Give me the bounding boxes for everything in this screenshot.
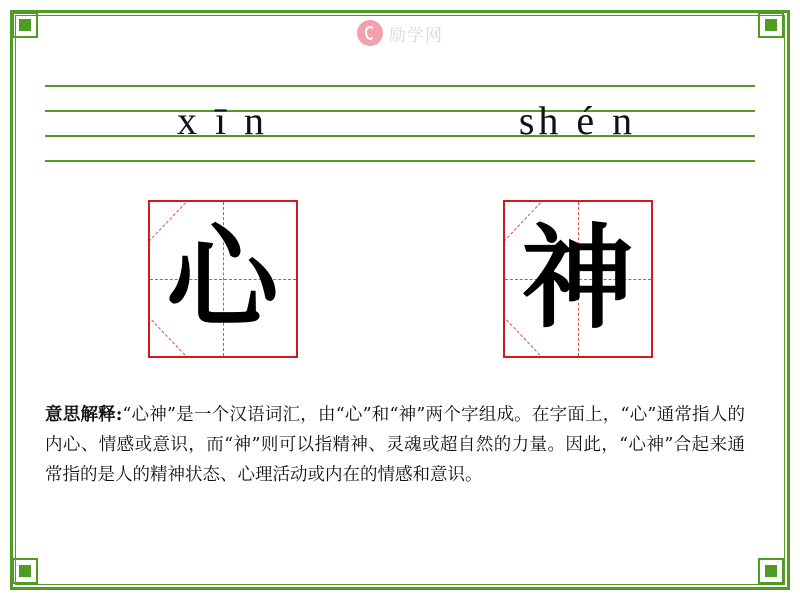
pinyin-cell-1 — [45, 85, 400, 160]
tianzige-box-1 — [148, 200, 298, 358]
pinyin-row — [45, 85, 755, 160]
flame-circle-icon — [357, 20, 383, 46]
pinyin-cell-2 — [400, 85, 755, 160]
hanzi-character-1: 心 — [166, 213, 279, 344]
pinyin-text-2: sh é n — [518, 97, 637, 143]
pinyin-staff — [45, 85, 755, 165]
site-watermark-label: 励学网 — [389, 25, 443, 45]
pinyin-text-1: x ī n — [176, 97, 269, 143]
character-grids — [45, 200, 755, 370]
character-cell-1 — [45, 200, 400, 370]
staff-line-4 — [45, 160, 755, 162]
corner-ornament-bottom-right-icon — [758, 558, 788, 588]
character-cell-2 — [400, 200, 755, 370]
site-watermark — [357, 20, 443, 46]
explanation-label: 意思解释: — [45, 405, 123, 425]
corner-ornament-top-right-icon — [758, 12, 788, 42]
hanzi-character-2: 神 — [521, 213, 634, 344]
explanation-body: “心神”是一个汉语词汇，由“心”和“神”两个字组成。在字面上，“心”通常指人的内心、情感或意识，而“神”则可以指精神、灵魂或超自然的力量。因此，“心神”合起来通常指的是人的精神状态、心理活动或内在的情感和意识。 — [45, 405, 745, 485]
explanation-block — [45, 400, 745, 490]
tianzige-box-2 — [503, 200, 653, 358]
corner-ornament-top-left-icon — [12, 12, 42, 42]
corner-ornament-bottom-left-icon — [12, 558, 42, 588]
